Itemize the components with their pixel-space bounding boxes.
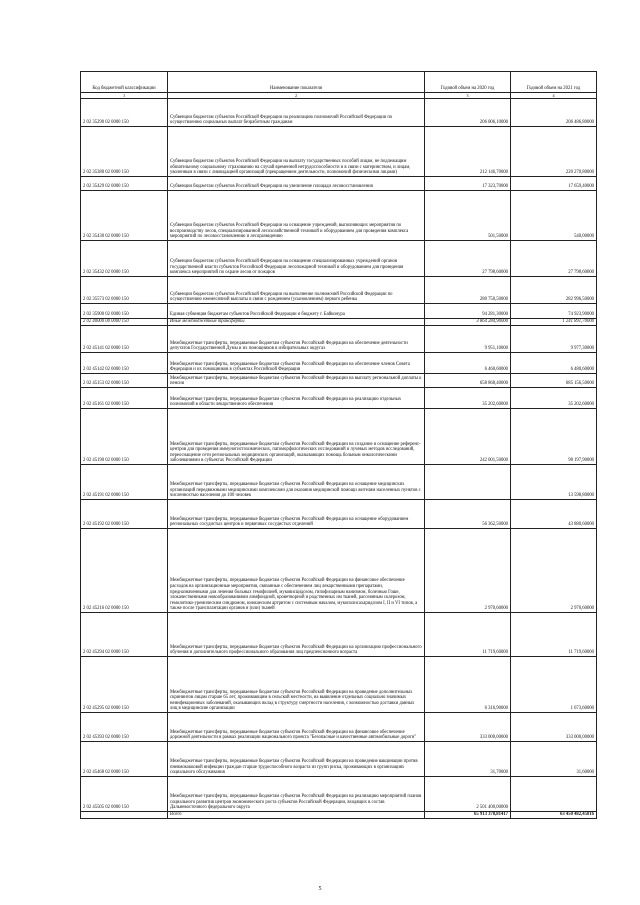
value-2021-cell: 1 241 891,70000 (511, 319, 597, 326)
index-cell: 4 (511, 93, 597, 99)
table-row (81, 613, 597, 657)
value-2021-cell (511, 777, 597, 812)
code-cell: 2 02 35573 02 0000 150 (81, 277, 168, 304)
name-cell: Межбюджетные трансферты, передаваемые бюджетам субъектов Российской Федерации на оснащение медицинских организаций передвижными медицинскими комплексами для оказания медицинской помощи жителям населенных пунктов с численностью населения до 100 человек (168, 465, 425, 500)
table-row (81, 742, 597, 777)
code-cell: 2 02 35380 02 0000 150 (81, 127, 168, 177)
name-cell: Межбюджетные трансферты, передаваемые бюджетам субъектов Российской Федерации на финансовое обеспечение расходов на организационные мероприятия, связанные с обеспечением лиц лекарственными препаратами, предназначенными для лечения больных гемофилией, муковисцидозом, гипофизарным нанизмом, болезнью Гоше, злокачественными новообразованиями лимфоидной, кроветворной и родственных им тканей, рассеянным склерозом, гемолитико-уремическим синдромом, юношеским артритом с системным началом, мукополисахаридозом I, II и VI типов, а также после трансплантации органов и (или) тканей (168, 529, 425, 613)
value-2021-cell: 540,00000 (511, 191, 597, 241)
name-cell: Межбюджетные трансферты, передаваемые бюджетам субъектов Российской Федерации на создание и оснащение референс-центров для проведения иммуногистохимических, патоморфологических исследований и лучевых методов исследований, переоснащение сети региональных медицинских организаций, оказывающих помощь больным онкологическими заболеваниями в субъектах Российской Федерации (168, 409, 425, 465)
table-row (81, 657, 597, 713)
value-2021-cell: 2 970,60000 (511, 529, 597, 613)
value-2021-cell: 1 673,60000 (511, 657, 597, 713)
value-2020-cell: 501,50000 (425, 191, 511, 241)
table-row (81, 191, 597, 241)
header-2021: Годовой объем на 2021 год (511, 72, 597, 93)
table-row (81, 304, 597, 319)
code-cell: 2 02 40000 00 0000 150 (81, 319, 168, 326)
table-row (81, 99, 597, 127)
value-2020-cell: 94 281,30000 (425, 304, 511, 319)
name-cell: Иные межбюджетные трансферты (168, 319, 425, 326)
code-cell: 2 02 45141 02 0000 150 (81, 326, 168, 353)
value-2020-cell: 31,70000 (425, 742, 511, 777)
name-cell: Межбюджетные трансферты, передаваемые бюджетам субъектов Российской Федерации на финансовое обеспечение дорожной деятельности в рамках реализации национального проекта "Безопасные и качественные автомобильные дороги" (168, 713, 425, 742)
table-row (81, 500, 597, 529)
name-cell: Межбюджетные трансферты, передаваемые бюджетам субъектов Российской Федерации на оснащение оборудованием региональных сосудистых центров и первичных сосудистых отделений (168, 500, 425, 529)
table-row (81, 319, 597, 326)
value-2020-cell: 35 202,60000 (425, 388, 511, 409)
value-2021-cell: 98 197,90000 (511, 409, 597, 465)
header-code: Код бюджетной классификации (81, 72, 168, 93)
value-2021-cell: 13 598,80000 (511, 465, 597, 500)
value-2020-cell: 56 362,50000 (425, 500, 511, 529)
code-cell: 2 02 45191 02 0000 150 (81, 465, 168, 500)
table-row (81, 241, 597, 277)
name-cell: Субвенции бюджетам субъектов Российской Федерации на реализацию полномочий Российской Федерации по осуществлению социальных выплат безработным гражданам (168, 99, 425, 127)
code-cell: 2 02 45192 02 0000 150 (81, 500, 168, 529)
value-2021-cell: 206 486,80000 (511, 99, 597, 127)
value-2021-cell: 333 000,00000 (511, 713, 597, 742)
name-cell: Единая субвенция бюджетам субъектов Российской Федерации и бюджету г. Байконура (168, 304, 425, 319)
value-2021-cell: 6 480,60000 (511, 353, 597, 374)
name-cell: Межбюджетные трансферты, передаваемые бюджетам субъектов Российской Федерации на обеспечение членов Совета Федерации и их помощников в субъектах Российской Федерации (168, 353, 425, 374)
index-cell: 3 (425, 93, 511, 99)
name-cell: Межбюджетные трансферты, передаваемые бюджетам субъектов Российской Федерации на выплату региональной доплаты к пенсии (168, 374, 425, 388)
code-cell: 2 02 45468 02 0000 150 (81, 742, 168, 777)
code-cell: 2 02 35900 02 0000 150 (81, 304, 168, 319)
code-cell: 2 02 45505 02 0000 150 (81, 777, 168, 812)
total-2021: 63 450 482,45816 (511, 812, 597, 819)
code-cell: 2 02 45142 02 0000 150 (81, 353, 168, 374)
total-code-cell (81, 812, 168, 819)
document-sheet (80, 71, 596, 819)
value-2020-cell: 6 316,90000 (425, 657, 511, 713)
value-2021-cell: 74 923,90000 (511, 304, 597, 319)
value-2020-cell: 242 001,50000 (425, 409, 511, 465)
value-2020-cell: 206 006,10000 (425, 99, 511, 127)
table-row (81, 529, 597, 613)
value-2021-cell: 220 270,80000 (511, 127, 597, 177)
table-row (81, 326, 597, 353)
table-row (81, 177, 597, 191)
value-2021-cell: 282 996,50000 (511, 277, 597, 304)
table-row (81, 465, 597, 500)
table-row (81, 277, 597, 304)
code-cell: 2 02 35432 02 0000 150 (81, 241, 168, 277)
table-body (81, 99, 597, 812)
code-cell: 2 02 45153 02 0000 150 (81, 374, 168, 388)
value-2020-cell: 280 750,50000 (425, 277, 511, 304)
value-2020-cell: 333 000,00000 (425, 713, 511, 742)
name-cell: Субвенции бюджетам субъектов Российской Федерации на оснащение специализированных учреждений органов государственной власти субъектов Российской Федерации лесопожарной техникой и оборудованием для проведения комплекса мероприятий по охране лесов от пожаров (168, 241, 425, 277)
value-2021-cell: 27 798,60000 (511, 241, 597, 277)
table-row (81, 353, 597, 374)
value-2020-cell: 212 146,70000 (425, 127, 511, 177)
header-row (81, 72, 597, 93)
total-label: Всего (168, 812, 425, 819)
value-2020-cell: 658 868,40000 (425, 374, 511, 388)
value-2021-cell: 31,60000 (511, 742, 597, 777)
name-cell: Межбюджетные трансферты, передаваемые бюджетам субъектов Российской Федерации на реализацию мероприятий планов социального развития центров экономического роста субъектов Российской Федерации, входящих в состав Дальневосточного федерального округа (168, 777, 425, 812)
code-cell: 2 02 45294 02 0000 150 (81, 613, 168, 657)
header-name: Наименование показателя (168, 72, 425, 93)
index-cell: 2 (168, 93, 425, 99)
code-cell: 2 02 45216 02 0000 150 (81, 529, 168, 613)
name-cell: Субвенции бюджетам субъектов Российской Федерации на выплату государственных пособий лицам, не подлежащим обязательному социальному страхованию на случай временной нетрудоспособности и в связи с материнством, и лицам, уволенным в связи с ликвидацией организаций (прекращением деятельности, полномочий физическими лицами) (168, 127, 425, 177)
name-cell: Межбюджетные трансферты, передаваемые бюджетам субъектов Российской Федерации на реализацию отдельных полномочий в области лекарственного обеспечения (168, 388, 425, 409)
value-2021-cell: 685 156,50000 (511, 374, 597, 388)
budget-table (80, 71, 597, 819)
name-cell: Субвенции бюджетам субъектов Российской Федерации на увеличение площади лесовосстановления (168, 177, 425, 191)
name-cell: Межбюджетные трансферты, передаваемые бюджетам субъектов Российской Федерации на проведение вакцинации против пневмококковой инфекции граждан старше трудоспособного возраста из групп риска, проживающих в организациях социального обслуживания (168, 742, 425, 777)
name-cell: Субвенции бюджетам субъектов Российской Федерации на выполнение полномочий Российской Федерации по осуществлению ежемесячной выплаты в связи с рождением (усыновлением) первого ребенка (168, 277, 425, 304)
value-2021-cell: 43 880,60000 (511, 500, 597, 529)
value-2020-cell: 27 798,60000 (425, 241, 511, 277)
code-cell: 2 02 35429 02 0000 150 (81, 177, 168, 191)
code-cell: 2 02 45295 02 0000 150 (81, 657, 168, 713)
table-row (81, 777, 597, 812)
total-row (81, 812, 597, 819)
name-cell: Межбюджетные трансферты, передаваемые бюджетам субъектов Российской Федерации на организацию профессионального обучения и дополнительного профессионального образования лиц предпенсионного возраста (168, 613, 425, 657)
code-cell: 2 02 35430 02 0000 150 (81, 191, 168, 241)
table-row (81, 713, 597, 742)
header-2020: Годовой объем на 2020 год (425, 72, 511, 93)
value-2021-cell: 35 202,60000 (511, 388, 597, 409)
name-cell: Субвенции бюджетам субъектов Российской Федерации на оснащение учреждений, выполняющих мероприятия по воспроизводству лесов, специализированной лесохозяйственной техникой и оборудованием для проведения комплекса мероприятий по лесовосстановлению и лесоразведению (168, 191, 425, 241)
index-cell: 1 (81, 93, 168, 99)
value-2021-cell: 11 719,60000 (511, 613, 597, 657)
table-row (81, 127, 597, 177)
value-2021-cell: 17 659,40000 (511, 177, 597, 191)
name-cell: Межбюджетные трансферты, передаваемые бюджетам субъектов Российской Федерации на обеспечение деятельности депутатов Государственной Думы и их помощников в избирательных округах (168, 326, 425, 353)
value-2020-cell: 17 323,70000 (425, 177, 511, 191)
code-cell: 2 02 45190 02 0000 150 (81, 409, 168, 465)
code-cell: 2 02 35290 02 0000 150 (81, 99, 168, 127)
table-row (81, 374, 597, 388)
value-2020-cell: 9 951,10000 (425, 326, 511, 353)
value-2020-cell (425, 465, 511, 500)
value-2020-cell: 6 460,60000 (425, 353, 511, 374)
code-cell: 2 02 45393 02 0000 150 (81, 713, 168, 742)
table-row (81, 409, 597, 465)
page-number: 5 (318, 886, 322, 892)
name-cell: Межбюджетные трансферты, передаваемые бюджетам субъектов Российской Федерации на проведение дополнительных скринингов лицам старше 65 лет, проживающим в сельской местности, на выявление отдельных социально значимых неинфекционных заболеваний, оказывающих вклад в структуру смертности населения, с возможностью доставки данных лиц в медицинские организации (168, 657, 425, 713)
value-2020-cell: 11 719,60000 (425, 613, 511, 657)
table-row (81, 388, 597, 409)
total-2020: 65 913 370,81417 (425, 812, 511, 819)
value-2020-cell: 2 970,60000 (425, 529, 511, 613)
value-2021-cell: 9 977,30000 (511, 326, 597, 353)
value-2020-cell: 3 864 284,90000 (425, 319, 511, 326)
value-2020-cell: 2 501 400,00000 (425, 777, 511, 812)
code-cell: 2 02 45161 02 0000 150 (81, 388, 168, 409)
